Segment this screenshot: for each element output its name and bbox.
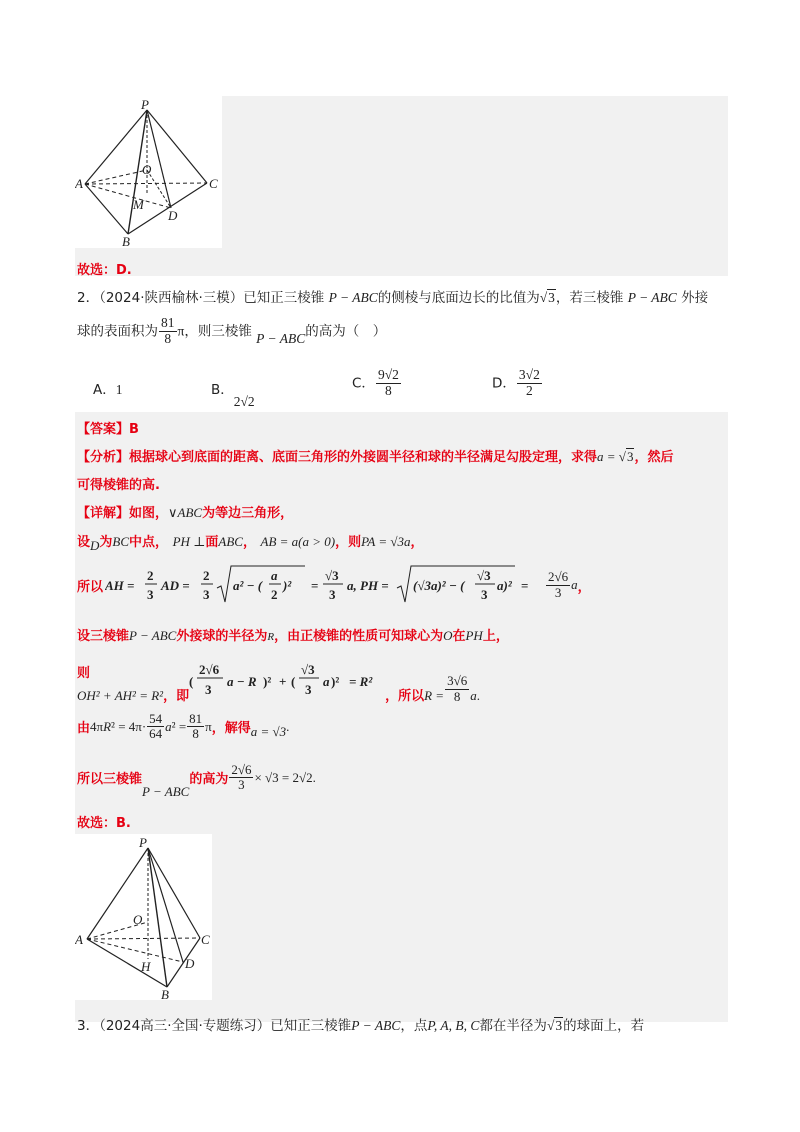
line-so: 所以 — [77, 579, 104, 595]
q2-stem-line1: 2．（2024·陕西榆林·三模）已知正三棱锥 P − ABC的侧棱与底面边长的比值为√3，若三棱锥 P − ABC 外接 — [77, 290, 709, 306]
line-jiede: ，解得 — [211, 721, 251, 737]
svg-text:=: = — [311, 578, 319, 593]
svg-text:a² − (: a² − ( — [233, 578, 263, 593]
svg-text:3: 3 — [147, 587, 154, 602]
q2-detail-line1 — [77, 502, 293, 521]
q2-stem-b: ，若三棱锥 — [555, 290, 624, 306]
option-c[interactable] — [352, 368, 402, 399]
line-d-d: 面 — [205, 535, 219, 550]
math-ph: PH ⊥ — [172, 534, 206, 549]
q2-detail-line5b: OH² + AH² = R² ，即 ( 2√6 3 a − R )² + ( √3 3 a )² = R² ，所以 R = $\frac{3√6}{8}$ a . — [77, 662, 480, 704]
math-pabc-5: P − ABC — [142, 783, 190, 799]
math-pabc-list: P, A, B, C — [427, 1018, 480, 1033]
figure-1 — [75, 96, 222, 248]
svg-text:3: 3 — [203, 587, 210, 602]
svg-text:2: 2 — [147, 568, 154, 583]
q2-source: （2024·陕西榆林·三模）已知正三棱锥 — [99, 290, 325, 306]
math-81: 81 — [161, 315, 175, 330]
fig2-label-a: A — [75, 932, 83, 947]
q2-stem-c: 外接 — [681, 290, 709, 306]
q2-analysis-line2: 可得棱锥的高. — [77, 478, 160, 493]
svg-text:√3: √3 — [477, 568, 491, 583]
math-sqrt3-b: 3 — [626, 449, 634, 464]
svg-text:AH =: AH = — [105, 578, 135, 593]
q3-text-b: ，点 — [400, 1018, 428, 1034]
math-8: 8 — [164, 330, 172, 346]
option-c-num: 9√2 — [377, 367, 399, 382]
math-sqrt3: 3 — [548, 290, 555, 305]
line-d-a: 设 — [77, 535, 91, 550]
math-triangle-abc: ∨ABC — [168, 505, 203, 520]
q2-stem-line2-a: 球的表面积为 — [77, 323, 158, 340]
option-c-label: C． — [352, 375, 375, 392]
q2-detail-a: 为等边三角形， — [202, 506, 294, 521]
fig1-label-b: B — [122, 234, 130, 248]
option-a-label: A． — [93, 382, 116, 398]
line-r-d: 在 — [452, 629, 466, 644]
svg-text:AD =: AD = — [161, 578, 190, 593]
fig1-label-a: A — [75, 176, 83, 191]
svg-text:2: 2 — [203, 568, 210, 583]
option-c-den: 8 — [385, 382, 392, 398]
math-pi: π — [177, 323, 185, 339]
svg-text:2√6: 2√6 — [199, 662, 220, 677]
line-r-e: 上， — [482, 629, 509, 644]
line-d-c: 中点， — [129, 535, 169, 550]
option-d-num: 3√2 — [518, 367, 540, 382]
svg-text:2: 2 — [271, 587, 278, 602]
math-pabc-3: P − ABC — [256, 331, 306, 347]
line-r-a: 设三棱锥 — [77, 629, 130, 644]
line-you: 由 — [77, 721, 91, 737]
fig2-label-c: C — [201, 932, 210, 947]
line-then: 则 — [77, 666, 91, 681]
q2-analysis-b: ，然后 — [634, 450, 674, 465]
math-abc: ABC — [218, 534, 243, 549]
q3-text-a: （2024高三·全国·专题练习）已知正三棱锥 — [99, 1018, 352, 1034]
math-a-sqrt3: a = √3 — [250, 723, 287, 739]
svg-text:3: 3 — [329, 587, 336, 602]
fig2-label-b: B — [161, 987, 169, 1000]
line-gao-a: 所以三棱锥 — [77, 772, 143, 788]
math-d: D — [90, 538, 100, 553]
math-r: R — [267, 631, 275, 643]
svg-text:)²: )² — [331, 674, 340, 689]
option-d-den: 2 — [525, 382, 533, 398]
figure-2 — [75, 834, 212, 1000]
line-d-e: ，则 — [335, 535, 362, 550]
math-ab-eq: AB = a(a > 0) — [260, 534, 336, 549]
option-b-value: 2√2 — [233, 394, 255, 409]
fig1-label-m: M — [133, 197, 144, 212]
svg-text:a − R: a − R — [227, 674, 257, 689]
svg-text:a)²: a)² — [497, 578, 512, 593]
math-oh-ah: OH² + AH² = R² — [77, 688, 164, 703]
q3-number: 3． — [77, 1018, 100, 1034]
option-d[interactable] — [492, 368, 543, 399]
svg-text:√3: √3 — [301, 662, 315, 677]
svg-text:(√3a)² − (: (√3a)² − ( — [413, 578, 465, 593]
q2-detail-line7: 所以三棱锥 P − ABC 的高为 $\frac{2√6}{3}$ × √3 = 2√2 . — [77, 762, 316, 799]
q2-stem-a: 的侧棱与底面边长的比值为 — [377, 290, 540, 306]
svg-text:(: ( — [189, 674, 194, 689]
q2-analysis-a: 【分析】根据球心到底面的距离、底面三角形的外接圆半径和球的半径满足勾股定理，求得 — [77, 450, 598, 465]
q2-number: 2． — [77, 290, 100, 306]
line-d-b: 为 — [99, 535, 113, 550]
math-pabc: P − ABC — [328, 290, 378, 305]
q2-detail-line3: 所以 AH = 2 3 AD = 2 3 a² − ( a 2 )² = √3 3 a, PH = (√3a)² − ( √3 3 a)² = $\frac{2√6}{3}$ a ， — [77, 568, 591, 602]
q3-text-d: 的球面上，若 — [563, 1018, 645, 1034]
svg-text:3: 3 — [305, 682, 312, 697]
q2-detail-line2: 设D为BC中点， PH ⊥面ABC， AB = a(a > 0)，则PA = √3a， — [77, 534, 424, 553]
svg-text:)²: )² — [263, 674, 272, 689]
option-a[interactable] — [93, 378, 123, 398]
math-pa-eq: PA = √3a — [361, 534, 411, 549]
option-a-value: 1 — [115, 382, 123, 397]
q2-stem-line2-c: 的高为（ ） — [305, 323, 387, 340]
fig2-label-h: H — [141, 959, 151, 974]
svg-text:√3: √3 — [325, 568, 339, 583]
q2-answer: 【答案】B — [77, 422, 139, 437]
q2-detail-line6: 由 4π R ² = 4π· $\frac{54}{64}$ a ² = $\frac{81}{8}$ π ，解得 a = √3 . — [77, 711, 290, 742]
fig2-label-p: P — [139, 835, 147, 850]
line-gao-b: 的高为 — [189, 772, 229, 788]
svg-text:=: = — [521, 578, 529, 593]
fig1-label-p: P — [141, 97, 149, 112]
fig2-label-d: D — [185, 956, 195, 971]
q2-detail-line4 — [77, 625, 509, 644]
svg-text:+: + — [279, 674, 287, 689]
q2-stem-line2 — [77, 316, 386, 347]
math-o: O — [443, 628, 453, 643]
q2-answer-end: 故选：B. — [77, 816, 131, 831]
line-r-c: ，由正棱锥的性质可知球心为 — [274, 629, 444, 644]
q1-answer-end: 故选：D. — [77, 263, 132, 278]
math-ph2: PH — [465, 628, 483, 643]
svg-text:3: 3 — [205, 682, 212, 697]
math-pabc-4: P − ABC — [129, 628, 177, 643]
svg-text:a: a — [323, 674, 330, 689]
line-ji: ，即 — [163, 689, 190, 704]
svg-text:a: a — [271, 568, 278, 583]
q2-detail-label: 【详解】如图， — [77, 506, 169, 521]
svg-text:3: 3 — [481, 587, 488, 602]
fig2-label-o: O — [133, 912, 143, 927]
math-pabc-6: P − ABC — [351, 1018, 401, 1033]
math-a-eq: a = — [597, 449, 619, 464]
fig1-label-c: C — [209, 176, 218, 191]
q2-stem-line2-b: ，则三棱锥 — [184, 323, 252, 340]
option-b[interactable] — [211, 378, 255, 409]
q3-stem: 3．（2024高三·全国·专题练习）已知正三棱锥P − ABC，点P, A, B, C都在半径为√3的球面上，若 — [77, 1018, 645, 1034]
fig1-label-d: D — [168, 208, 178, 223]
math-pabc-2: P − ABC — [627, 290, 677, 305]
svg-text:)²: )² — [283, 578, 292, 593]
svg-text:= R²: = R² — [349, 674, 373, 689]
line-r-b: 外接球的半径为 — [176, 629, 268, 644]
line-suoyi: ，所以 — [385, 689, 425, 704]
fig1-label-o: O — [142, 162, 152, 177]
svg-text:a, PH =: a, PH = — [347, 578, 389, 593]
math-bc: BC — [112, 534, 130, 549]
option-d-label: D． — [492, 375, 516, 392]
math-sqrt3-c: 3 — [555, 1018, 563, 1033]
option-b-label: B． — [211, 382, 234, 398]
svg-text:(: ( — [291, 674, 296, 689]
q2-analysis-line1: 【分析】根据球心到底面的距离、底面三角形的外接圆半径和球的半径满足勾股定理，求得a = √3，然后 — [77, 449, 674, 465]
q3-text-c: 都在半径为 — [479, 1018, 547, 1034]
